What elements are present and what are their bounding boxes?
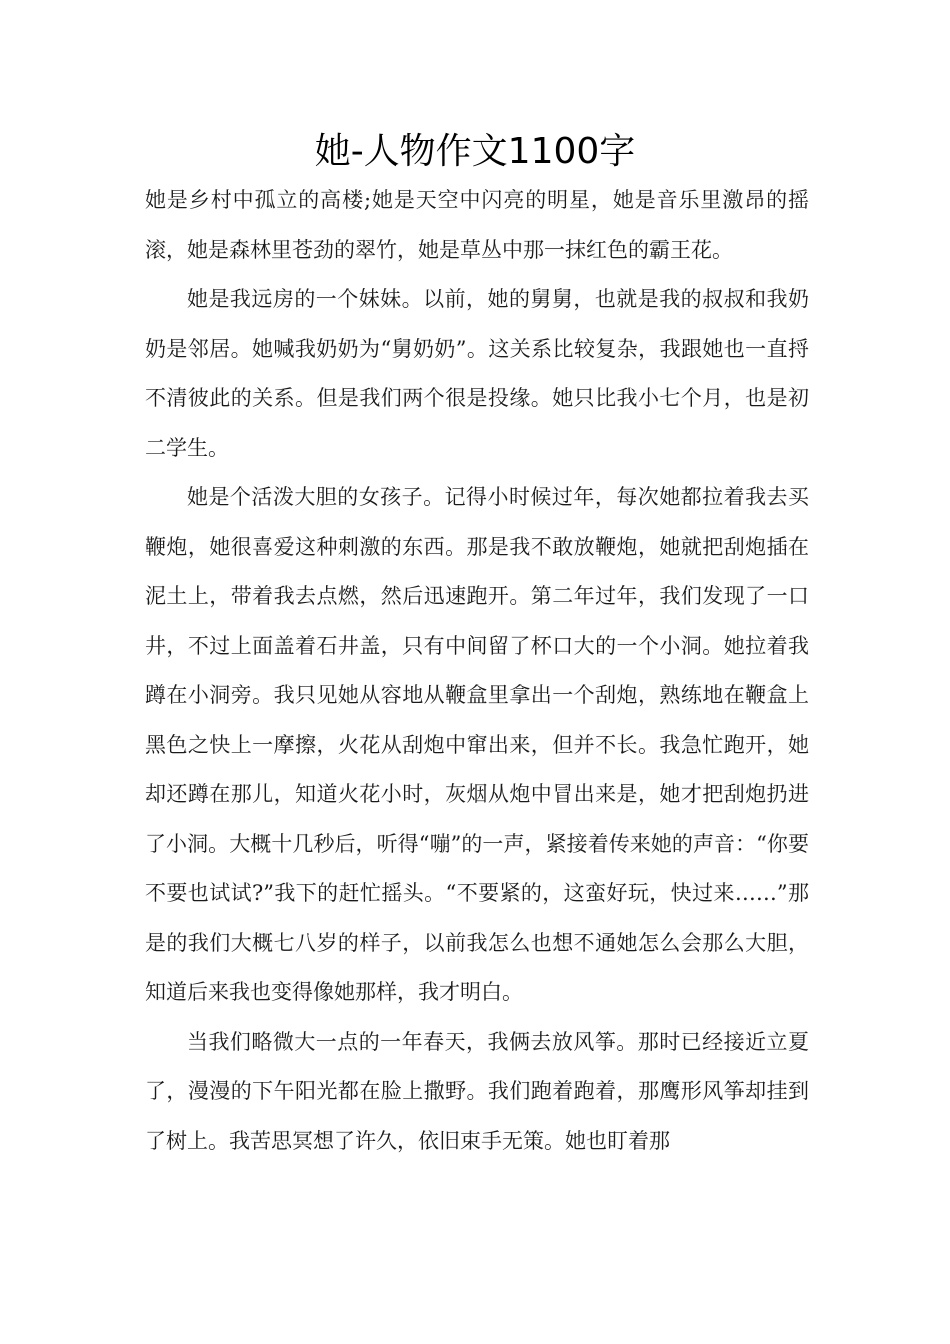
document-body bbox=[145, 176, 809, 1166]
paragraph-relationship: 她是我远房的一个妹妹。以前，她的舅舅，也就是我的叔叔和我奶奶是邻居。她喊我奶奶为“舅奶奶”。这关系比较复杂，我跟她也一直捋不清彼此的关系。但是我们两个很是投缘。她只比我小七个月，也是初二学生。 bbox=[145, 287, 809, 460]
paragraph-kite: 当我们略微大一点的一年春天，我俩去放风筝。那时已经接近立夏了，漫漫的下午阳光都在脸上撒野。我们跑着跑着，那鹰形风筝却挂到了树上。我苦思冥想了许久，依旧束手无策。她也盯着那 bbox=[145, 1029, 809, 1153]
paragraph-firecrackers: 她是个活泼大胆的女孩子。记得小时候过年，每次她都拉着我去买鞭炮，她很喜爱这种刺激的东西。那是我不敢放鞭炮，她就把刮炮插在泥土上，带着我去点燃，然后迅速跑开。第二年过年，我们发现了一口井，不过上面盖着石井盖，只有中间留了杯口大的一个小洞。她拉着我蹲在小洞旁。我只见她从容地从鞭盒里拿出一个刮炮，熟练地在鞭盒上黑色之快上一摩擦，火花从刮炮中窜出来，但并不长。我急忙跑开，她却还蹲在那儿，知道火花小时，灰烟从炮中冒出来是，她才把刮炮扔进了小洞。大概十几秒后，听得“嘣”的一声，紧接着传来她的声音：“你要不要也试试?”我下的赶忙摇头。“不要紧的，这蛮好玩，快过来……”那是的我们大概七八岁的样子，以前我怎么也想不通她怎么会那么大胆，知道后来我也变得像她那样，我才明白。 bbox=[145, 485, 809, 1004]
paragraph-intro: 她是乡村中孤立的高楼;她是天空中闪亮的明星，她是音乐里激昂的摇滚，她是森林里苍劲的翠竹，她是草丛中那一抹红色的霸王花。 bbox=[145, 188, 809, 262]
document-title: 她-人物作文1100字 bbox=[314, 131, 636, 172]
